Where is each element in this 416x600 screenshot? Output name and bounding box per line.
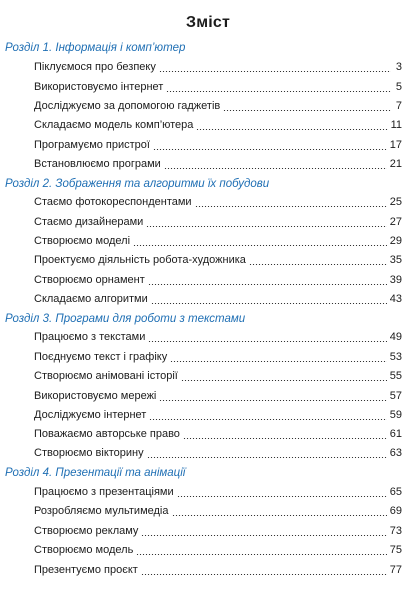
toc-entry[interactable] xyxy=(34,408,402,423)
dot-leader xyxy=(172,515,387,516)
toc-entry-title: Стаємо дизайнерами xyxy=(34,216,144,228)
dot-leader xyxy=(223,110,391,111)
toc-entry-page: 77 xyxy=(389,564,402,576)
toc-entry[interactable] xyxy=(34,369,402,384)
toc-entry-page: 35 xyxy=(389,254,402,266)
toc-entry-title: Створюємо орнамент xyxy=(34,274,145,286)
dot-leader xyxy=(181,380,387,381)
toc-entry[interactable] xyxy=(34,253,402,268)
toc-entry[interactable] xyxy=(34,292,402,307)
toc-entry-title: Створюємо анімовані історії xyxy=(34,370,178,382)
toc-entry[interactable] xyxy=(34,118,402,133)
toc-entry-page: 11 xyxy=(390,119,402,131)
toc-entry-page: 17 xyxy=(389,139,402,151)
toc-entry-page: 5 xyxy=(395,81,402,93)
section-heading-1: Розділ 1. Інформація і комп’ютер xyxy=(5,42,186,54)
toc-entry-page: 73 xyxy=(389,525,402,537)
toc-entry-page: 21 xyxy=(389,158,402,170)
toc-entry[interactable] xyxy=(34,389,402,404)
section-heading-2: Розділ 2. Зображення та алгоритми їх побудови xyxy=(5,178,270,190)
toc-entry[interactable] xyxy=(34,524,402,539)
toc-entry-page: 25 xyxy=(389,196,402,208)
toc-entry[interactable] xyxy=(34,60,402,75)
dot-leader xyxy=(136,554,386,555)
toc-entry-page: 75 xyxy=(389,544,402,556)
toc-entry-page: 69 xyxy=(389,505,402,517)
toc-entry[interactable] xyxy=(34,446,402,461)
toc-entry[interactable] xyxy=(34,273,402,288)
dot-leader xyxy=(141,535,386,536)
toc-entry[interactable] xyxy=(34,543,402,558)
toc-entry-title: Створюємо моделі xyxy=(34,235,131,247)
toc-entry-page: 61 xyxy=(389,428,402,440)
dot-leader xyxy=(196,129,387,130)
toc-entry-title: Використовуємо мережі xyxy=(34,390,157,402)
toc-entry[interactable] xyxy=(34,80,402,95)
toc-entry-page: 55 xyxy=(389,370,402,382)
toc-entry-page: 39 xyxy=(389,274,402,286)
dot-leader xyxy=(159,400,386,401)
toc-entry-title: Використовуємо інтернет xyxy=(34,81,164,93)
toc-entry[interactable] xyxy=(34,215,402,230)
toc-entry-title: Програмуємо пристрої xyxy=(34,139,150,151)
dot-leader xyxy=(151,303,387,304)
toc-entry[interactable] xyxy=(34,350,402,365)
toc-entry-page: 49 xyxy=(389,331,402,343)
section-heading-3: Розділ 3. Програми для роботи з текстами xyxy=(5,313,246,325)
dot-leader xyxy=(133,245,387,246)
toc-entry[interactable] xyxy=(34,99,402,114)
toc-entry[interactable] xyxy=(34,330,402,345)
dot-leader xyxy=(166,91,391,92)
toc-entry-page: 65 xyxy=(389,486,402,498)
toc-entry-title: Проектуємо діяльність робота-художника xyxy=(34,254,246,266)
toc-entry-title: Працюємо з презентаціями xyxy=(34,486,174,498)
toc-entry-page: 59 xyxy=(389,409,402,421)
toc-entry[interactable] xyxy=(34,138,402,153)
dot-leader xyxy=(249,264,387,265)
dot-leader xyxy=(141,574,387,575)
dot-leader xyxy=(148,341,386,342)
toc-entry-page: 29 xyxy=(389,235,402,247)
toc-entry[interactable] xyxy=(34,485,402,500)
page-title: Зміст xyxy=(185,14,231,31)
toc-entry[interactable] xyxy=(34,234,402,249)
toc-entry-title: Презентуємо проєкт xyxy=(34,564,138,576)
toc-entry-title: Створюємо вікторину xyxy=(34,447,144,459)
toc-entry-title: Створюємо рекламу xyxy=(34,525,139,537)
toc-entry[interactable] xyxy=(34,427,402,442)
toc-entry-title: Складаємо алгоритми xyxy=(34,293,148,305)
toc-entry-title: Розробляємо мультимедіа xyxy=(34,505,169,517)
dot-leader xyxy=(164,168,387,169)
toc-entry-page: 27 xyxy=(389,216,402,228)
toc-entry-title: Поєднуємо текст і графіку xyxy=(34,351,168,363)
toc-entry[interactable] xyxy=(34,563,402,578)
dot-leader xyxy=(146,226,386,227)
toc-entry[interactable] xyxy=(34,195,402,210)
toc-entry-title: Створюємо модель xyxy=(34,544,134,556)
toc-entry-title: Складаємо модель комп’ютера xyxy=(34,119,194,131)
toc-entry-title: Досліджуємо за допомогою гаджетів xyxy=(34,100,221,112)
toc-entry-page: 43 xyxy=(389,293,402,305)
section-heading-4: Розділ 4. Презентації та анімації xyxy=(5,467,186,479)
toc-entry-title: Піклуємося про безпеку xyxy=(34,61,156,73)
dot-leader xyxy=(149,419,386,420)
toc-entry-page: 57 xyxy=(389,390,402,402)
dot-leader xyxy=(177,496,387,497)
dot-leader xyxy=(147,457,387,458)
toc-entry-title: Встановлюємо програми xyxy=(34,158,161,170)
toc-entry-page: 7 xyxy=(395,100,402,112)
dot-leader xyxy=(159,71,391,72)
toc-entry-title: Працюємо з текстами xyxy=(34,331,146,343)
toc-entry-page: 53 xyxy=(389,351,402,363)
toc-entry-title: Стаємо фотокореспондентами xyxy=(34,196,192,208)
toc-entry-title: Досліджуємо інтернет xyxy=(34,409,147,421)
dot-leader xyxy=(183,438,387,439)
toc-entry[interactable] xyxy=(34,157,402,172)
dot-leader xyxy=(148,284,387,285)
toc-entry[interactable] xyxy=(34,504,402,519)
dot-leader xyxy=(170,361,387,362)
dot-leader xyxy=(153,149,387,150)
toc-entry-page: 3 xyxy=(395,61,402,73)
toc-entry-page: 63 xyxy=(389,447,402,459)
toc-entry-title: Поважаємо авторське право xyxy=(34,428,180,440)
dot-leader xyxy=(195,206,387,207)
